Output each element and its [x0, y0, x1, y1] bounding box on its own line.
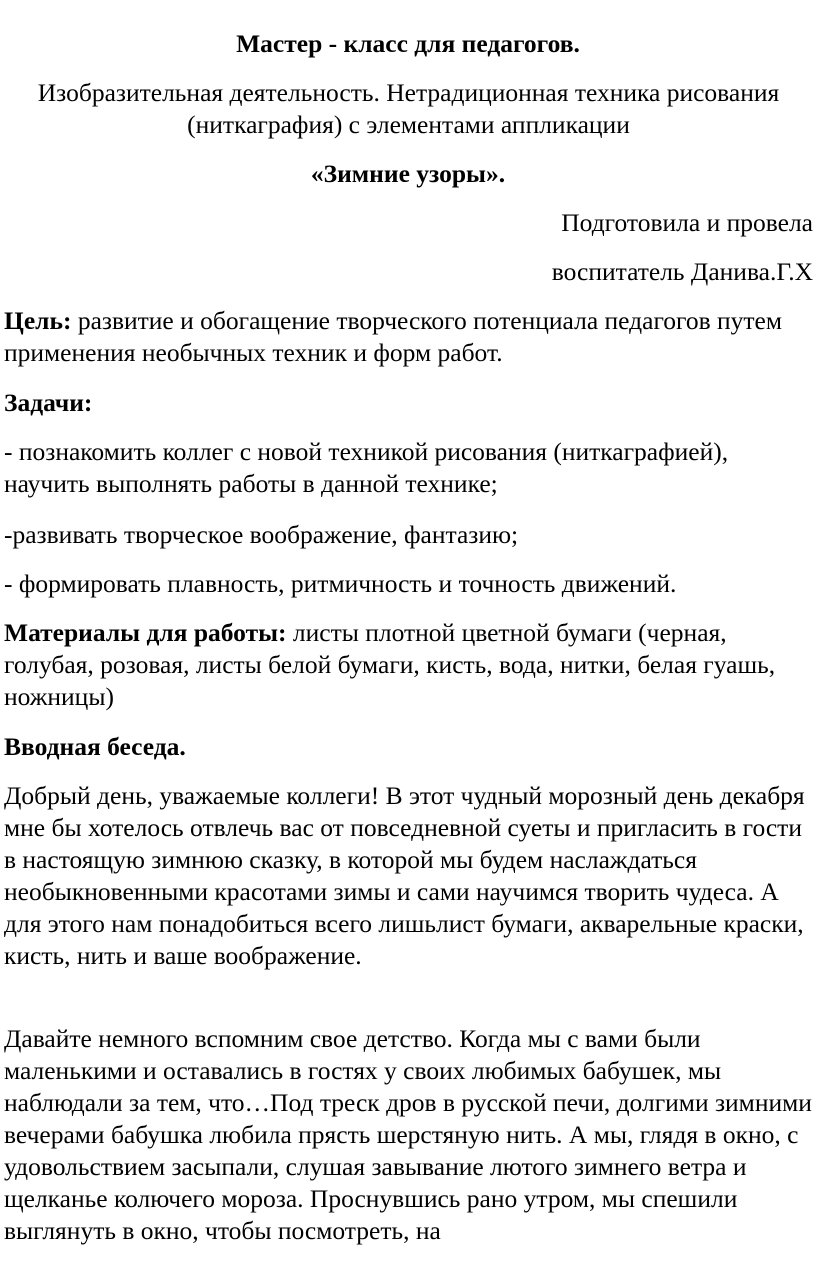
goal-paragraph	[4, 305, 813, 369]
materials-paragraph	[4, 617, 813, 713]
body-paragraph: Добрый день, уважаемые коллеги! В этот чудный морозный день декабря мне бы хотелось отвлечь вас от повседневной суеты и пригласить в гости в настоящую зимнюю сказку, в которой мы будем наслаждаться необыкновенными красотами зимы и сами научимся творить чудеса. А для этого нам понадобиться всего лишьлист бумаги, акварельные краски, кисть, нить и ваше воображение.	[4, 781, 805, 970]
author-line-1: Подготовила и провела	[561, 208, 813, 237]
task-item: -развивать творческое воображение, фантазию;	[4, 520, 519, 549]
materials-text: листы плотной цветной бумаги (черная, голубая, розовая, листы белой бумаги, кисть, вода, нитки, белая гуашь, ножницы)	[4, 618, 776, 711]
task-item: - познакомить коллег с новой техникой рисования (ниткаграфией), научить выполнять работы в данной технике;	[4, 437, 729, 498]
task-item: - формировать плавность, ритмичность и точность движений.	[4, 569, 677, 598]
author-line-2: воспитатель Данива.Г.Х	[551, 257, 813, 286]
intro-heading: Вводная беседа.	[4, 732, 186, 761]
materials-label: Материалы для работы:	[4, 618, 287, 647]
goal-text: развитие и обогащение творческого потенциала педагогов путем применения необычных техник и форм работ.	[4, 306, 783, 367]
tasks-heading: Задачи:	[4, 388, 93, 417]
body-paragraph: Давайте немного вспомним свое детство. Когда мы с вами были маленькими и оставались в гостях у своих любимых бабушек, мы наблюдали за тем, что…Под треск дров в русской печи, долгими зимними вечерами бабушка любила прясть шерстяную нить. А мы, глядя в окно, с удовольствием засыпали, слушая завывание лютого зимнего ветра и щелканье колючего мороза. Проснувшись рано утром, мы спешили выглянуть в окно, чтобы посмотреть, на	[4, 1024, 812, 1245]
goal-label: Цель:	[4, 306, 72, 335]
document-subtitle: Изобразительная деятельность. Нетрадиционная техника рисования (ниткаграфия) с элементами аппликации	[37, 78, 780, 139]
document-title: Мастер - класс для педагогов.	[236, 29, 580, 58]
lesson-name: «Зимние узоры».	[310, 159, 506, 188]
